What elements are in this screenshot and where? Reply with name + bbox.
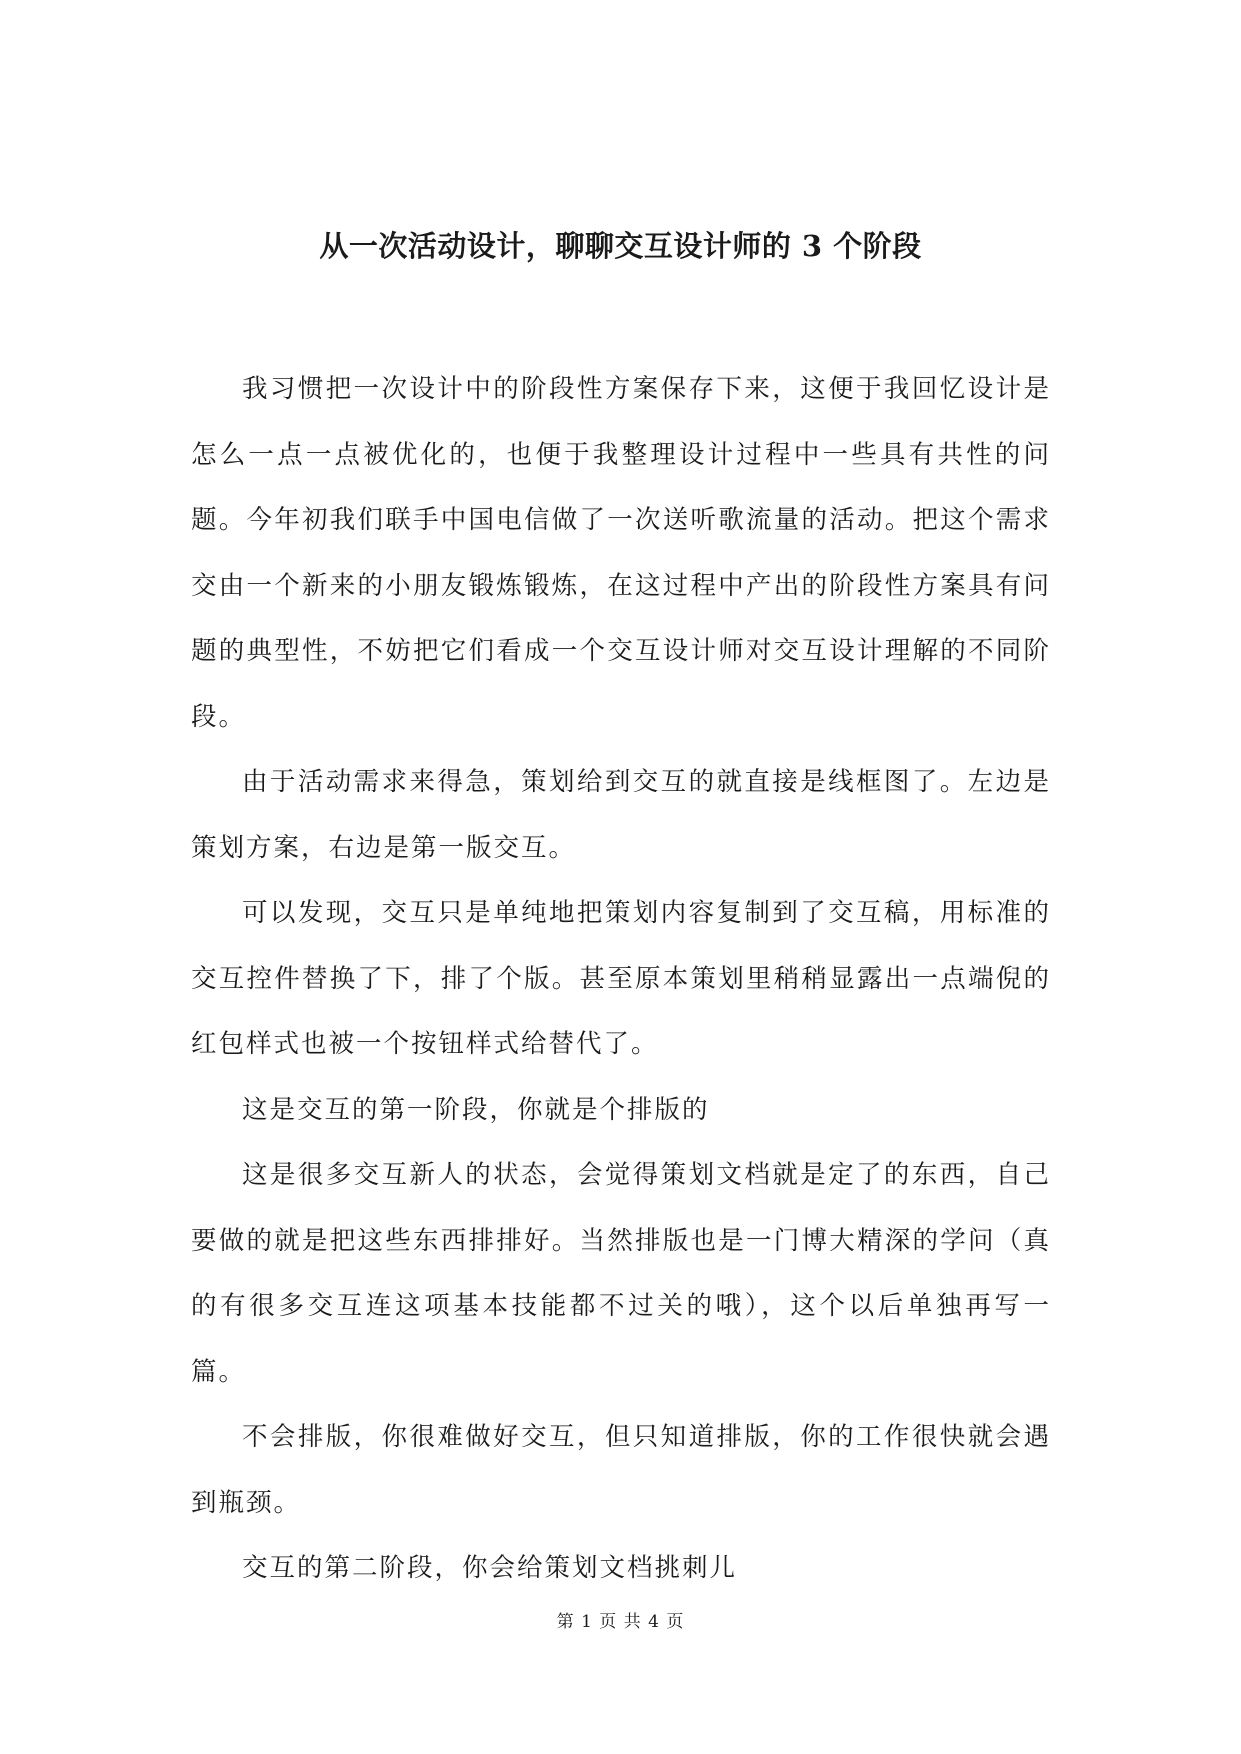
document-title: 从一次活动设计，聊聊交互设计师的 3 个阶段	[319, 229, 922, 263]
page-footer: 第 1 页 共 4 页	[556, 1612, 685, 1632]
paragraph-1: 我习惯把一次设计中的阶段性方案保存下来，这便于我回忆设计是怎么一点一点被优化的，也便于我整理设计过程中一些具有共性的问题。今年初我们联手中国电信做了一次送听歌流量的活动。把这个需求交由一个新来的小朋友锻炼锻炼，在这过程中产出的阶段性方案具有问题的典型性，不妨把它们看成一个交互设计师对交互设计理解的不同阶段。	[191, 374, 1051, 732]
paragraph-7: 交互的第二阶段，你会给策划文档挑刺儿	[242, 1553, 738, 1583]
paragraph-6: 不会排版，你很难做好交互，但只知道排版，你的工作很快就会遇到瓶颈。	[191, 1422, 1051, 1518]
document-body	[191, 357, 1051, 1602]
paragraph-2: 由于活动需求来得急，策划给到交互的就直接是线框图了。左边是策划方案，右边是第一版交互。	[191, 767, 1051, 863]
paragraph-4: 这是交互的第一阶段，你就是个排版的	[242, 1094, 710, 1125]
paragraph-3: 可以发现，交互只是单纯地把策划内容复制到了交互稿，用标准的交互控件替换了下，排了个版。甚至原本策划里稍稍显露出一点端倪的红包样式也被一个按钮样式给替代了。	[191, 898, 1051, 1059]
paragraph-5: 这是很多交互新人的状态，会觉得策划文档就是定了的东西，自己要做的就是把这些东西排排好。当然排版也是一门博大精深的学问（真的有很多交互连这项基本技能都不过关的哦），这个以后单独再写一篇。	[191, 1160, 1051, 1387]
